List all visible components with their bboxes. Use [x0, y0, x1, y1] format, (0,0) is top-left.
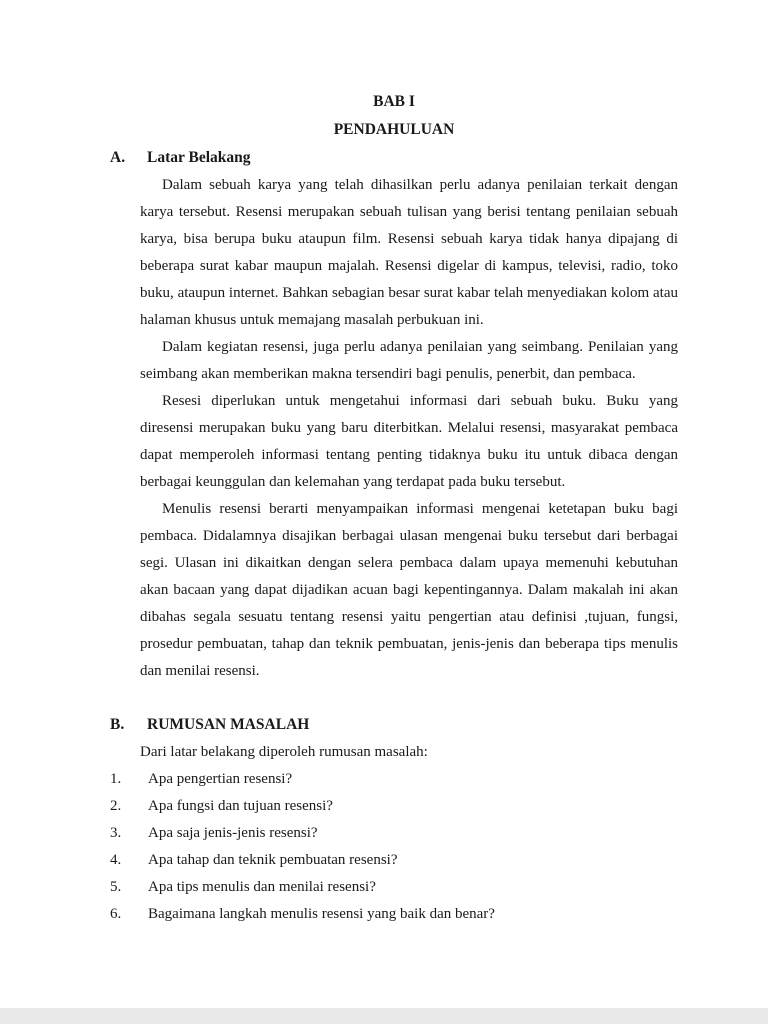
list-item-text: Apa tips menulis dan menilai resensi?	[148, 879, 376, 895]
list-item	[110, 820, 678, 847]
section-b-heading	[110, 711, 678, 739]
section-b-intro: Dari latar belakang diperoleh rumusan masalah:	[140, 744, 428, 760]
list-item	[110, 766, 678, 793]
paragraph-3: Resesi diperlukan untuk mengetahui informasi dari sebuah buku. Buku yang diresensi merupakan buku yang baru diterbitkan. Melalui resensi, masyarakat pembaca dapat memperoleh informasi tentang penting tidaknya buku itu untuk dibaca dengan berbagai keunggulan dan kelemahan yang terdapat pada buku tersebut.	[140, 393, 678, 490]
list-item-text: Apa tahap dan teknik pembuatan resensi?	[148, 852, 398, 868]
list-item	[110, 901, 678, 928]
section-a-label: A.	[110, 149, 126, 166]
paragraph-4: Menulis resensi berarti menyampaikan informasi mengenai ketetapan buku bagi pembaca. Didalamnya disajikan berbagai ulasan mengenai buku tersebut dari berbagai segi. Ulasan ini dikaitkan dengan selera pembaca dalam upaya memenuhi kebutuhan akan bacaan yang dapat dijadikan acuan bagi kepentingannya. Dalam makalah ini akan dibahas segala sesuatu tentang resensi yaitu pengertian atau definisi ,tujuan, fungsi, prosedur pembuatan, tahap dan teknik pembuatan, jenis-jenis dan beberapa tips menulis dan menilai resensi.	[140, 501, 678, 679]
section-a-title: Latar Belakang	[147, 149, 251, 166]
list-item-text: Apa saja jenis-jenis resensi?	[148, 825, 318, 841]
paragraph-2: Dalam kegiatan resensi, juga perlu adanya penilaian yang seimbang. Penilaian yang seimbang akan memberikan makna tersendiri bagi penulis, penerbit, dan pembaca.	[140, 339, 678, 382]
list-item-number: 1.	[110, 771, 122, 787]
list-item-text: Apa pengertian resensi?	[148, 771, 293, 787]
section-b-label: B.	[110, 716, 125, 733]
list-item-text: Apa fungsi dan tujuan resensi?	[148, 798, 333, 814]
list-item	[110, 793, 678, 820]
list-item-text: Bagaimana langkah menulis resensi yang baik dan benar?	[148, 906, 495, 922]
paragraph-1: Dalam sebuah karya yang telah dihasilkan perlu adanya penilaian terkait dengan karya tersebut. Resensi merupakan sebuah tulisan yang berisi tentang penilaian sebuah karya, bisa berupa buku ataupun film. Resensi sebuah karya tidak hanya dipajang di beberapa surat kabar maupun majalah. Resensi digelar di kampus, televisi, radio, toko buku, ataupun internet. Bahkan sebagian besar surat kabar telah menyediakan kolom atau halaman khusus untuk memajang masalah perbukuan ini.	[140, 177, 678, 328]
section-b-title: RUMUSAN MASALAH	[147, 716, 310, 733]
list-item	[110, 847, 678, 874]
chapter-subtitle: PENDAHULUAN	[333, 121, 455, 138]
list-item-number: 5.	[110, 879, 122, 895]
list-item-number: 6.	[110, 906, 122, 922]
chapter-title: BAB I	[373, 93, 415, 110]
section-a-heading	[110, 144, 678, 172]
viewer-bottom-edge	[0, 1008, 768, 1024]
list-item-number: 2.	[110, 798, 122, 814]
list-item	[110, 874, 678, 901]
list-item-number: 3.	[110, 825, 122, 841]
list-item-number: 4.	[110, 852, 122, 868]
